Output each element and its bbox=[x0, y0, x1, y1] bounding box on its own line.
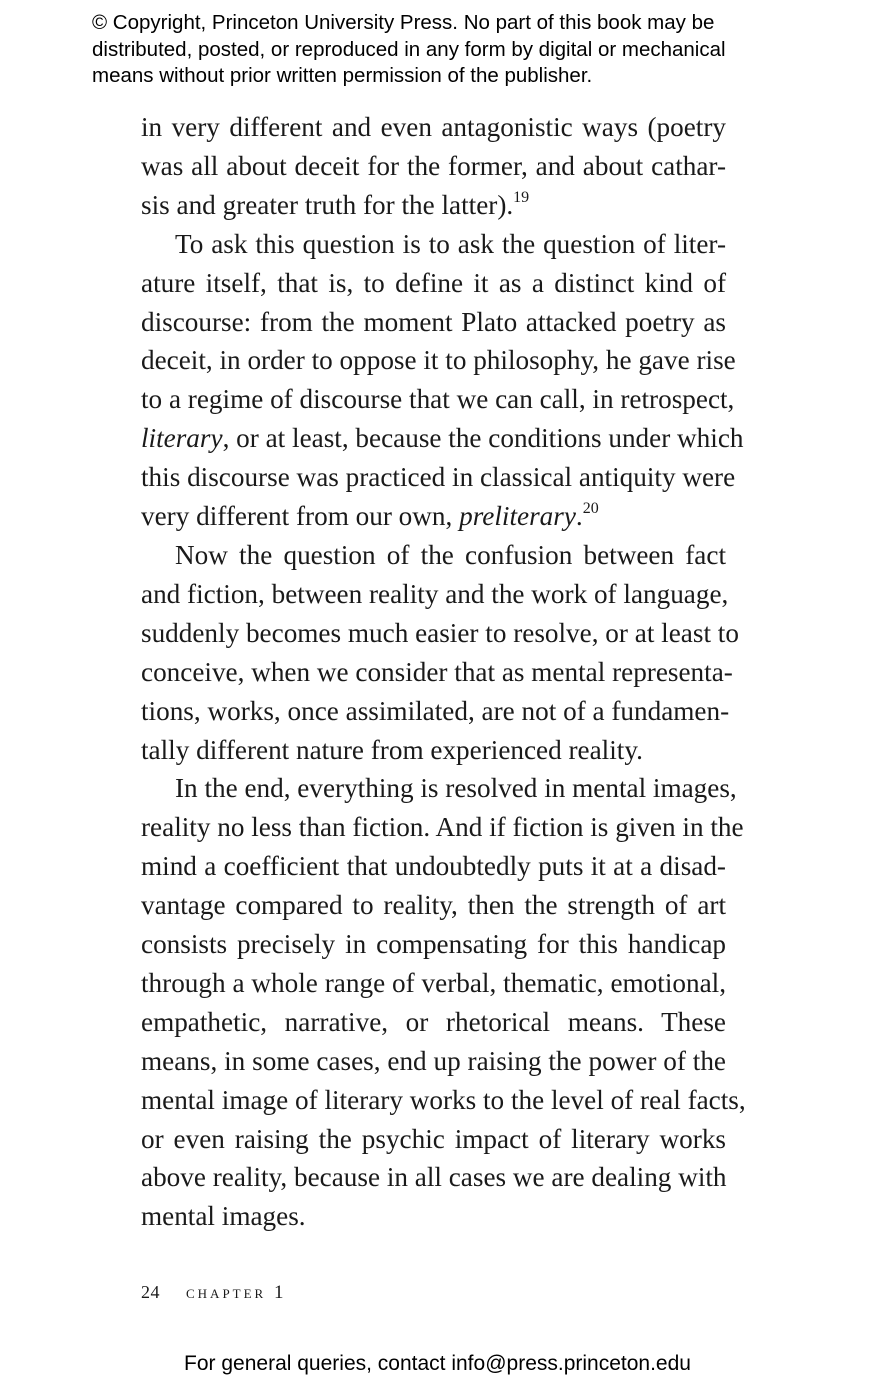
paragraph-3 bbox=[141, 536, 739, 769]
copyright-notice bbox=[92, 10, 852, 90]
text-line-content: sis and greater truth for the latter). bbox=[141, 189, 514, 220]
copyright-line: means without prior written permission of the publisher. bbox=[92, 64, 593, 87]
text-line: in very different and even antagonistic ways (poetry bbox=[141, 112, 726, 142]
text-line bbox=[141, 419, 744, 458]
text-line: consists precisely in compensating for this handicap bbox=[141, 929, 726, 960]
text-line: In the end, everything is resolved in mental images, bbox=[175, 773, 737, 804]
text-line bbox=[141, 497, 726, 536]
text-line: or even raising the psychic impact of literary works bbox=[141, 1123, 726, 1154]
text-line-content: . bbox=[575, 501, 583, 532]
text-line: deceit, in order to oppose it to philosophy, he gave rise bbox=[141, 345, 736, 376]
footnote-ref-19[interactable]: 19 bbox=[513, 188, 530, 206]
text-line: and fiction, between reality and the work of language, bbox=[141, 578, 729, 609]
paragraph-2 bbox=[141, 225, 744, 536]
text-line: vantage compared to reality, then the strength of art bbox=[141, 890, 726, 921]
text-line: empathetic, narrative, or rhetorical means. These bbox=[141, 1006, 726, 1037]
text-line: means, in some cases, end up raising the power of the bbox=[141, 1045, 726, 1076]
text-line: was all about deceit for the former, and about cathar- bbox=[141, 150, 726, 181]
text-line: mental images. bbox=[141, 1201, 306, 1232]
text-line: tions, works, once assimilated, are not of a fundamen- bbox=[141, 695, 730, 726]
copyright-line: © Copyright, Princeton University Press. No part of this book may be bbox=[92, 11, 715, 34]
text-line: mind a coefficient that undoubtedly puts it at a disad- bbox=[141, 851, 726, 882]
page-footer bbox=[141, 1282, 286, 1304]
text-line: this discourse was practiced in classical antiquity were bbox=[141, 462, 736, 493]
text-line: mental image of literary works to the level of real facts, bbox=[141, 1084, 746, 1115]
italic-term-literary: literary bbox=[141, 423, 223, 454]
text-line: to a regime of discourse that we can call, in retrospect, bbox=[141, 384, 735, 415]
text-line: through a whole range of verbal, thematic, emotional, bbox=[141, 967, 726, 998]
running-footer-chapter: chapter 1 bbox=[186, 1282, 287, 1303]
copyright-line: distributed, posted, or reproduced in any form by digital or mechanical bbox=[92, 37, 726, 61]
contact-notice: For general queries, contact info@press.princeton.edu bbox=[184, 1352, 691, 1375]
text-line: above reality, because in all cases we are dealing with bbox=[141, 1162, 727, 1193]
text-line: conceive, when we consider that as mental representa- bbox=[141, 656, 733, 687]
text-line: suddenly becomes much easier to resolve, or at least to bbox=[141, 617, 739, 648]
text-line-content: very different from our own, bbox=[141, 501, 460, 532]
paragraph-1 bbox=[141, 108, 726, 225]
page-number: 24 bbox=[141, 1282, 160, 1302]
page-body bbox=[141, 108, 746, 1236]
text-line: Now the question of the confusion between fact bbox=[175, 539, 726, 570]
paragraph-4 bbox=[141, 769, 746, 1236]
text-line: reality no less than fiction. And if fiction is given in the bbox=[141, 812, 744, 843]
text-line: discourse: from the moment Plato attacked poetry as bbox=[141, 306, 726, 337]
text-line: tally different nature from experienced reality. bbox=[141, 734, 643, 765]
text-line bbox=[141, 186, 726, 225]
text-line: ature itself, that is, to define it as a distinct kind of bbox=[141, 267, 726, 298]
italic-term-preliterary: preliterary bbox=[459, 501, 576, 532]
text-line: To ask this question is to ask the question of liter- bbox=[175, 228, 726, 259]
footnote-ref-20[interactable]: 20 bbox=[582, 500, 599, 518]
text-line-content: , or at least, because the conditions under which bbox=[222, 423, 744, 454]
